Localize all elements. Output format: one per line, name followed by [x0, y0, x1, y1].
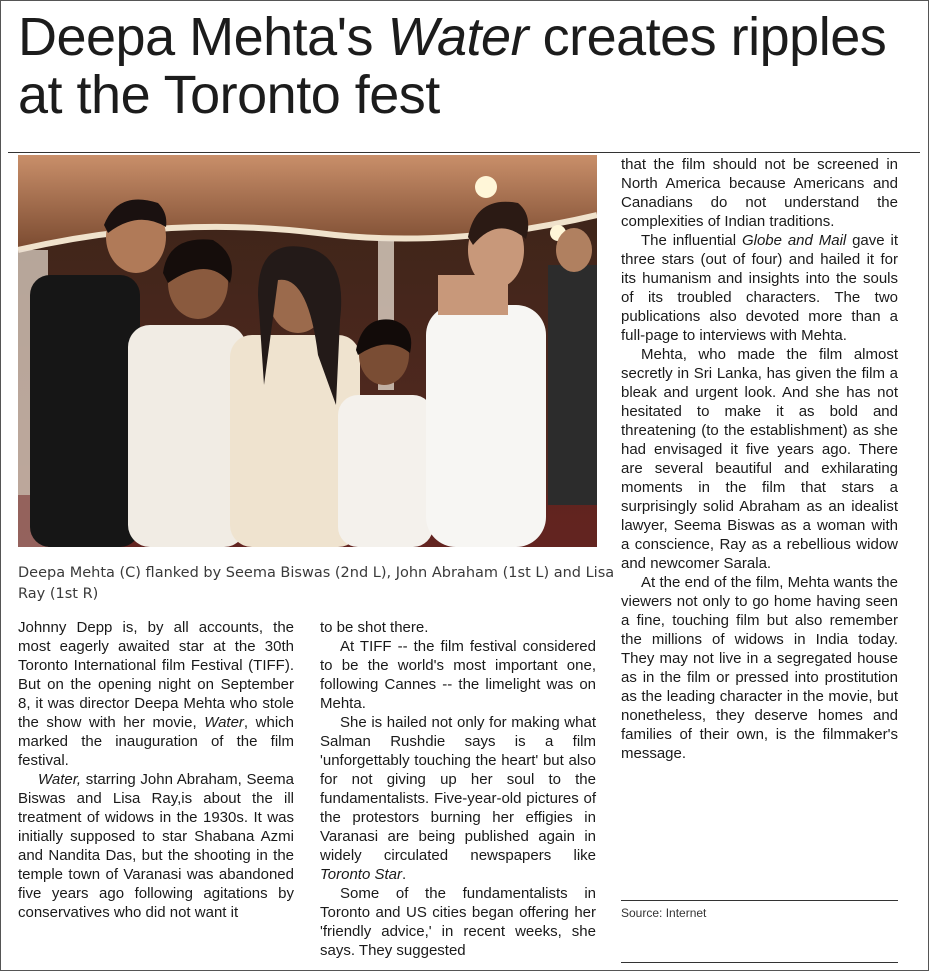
headline-title-italic: Water — [387, 7, 529, 67]
text-run: Johnny Depp is, by all accounts, the most eagerly awaited star at the 30th Toronto International film Festival (TIFF). But on the opening night on September 8, it was director Deepa Mehta who stole the show with her movie, — [18, 619, 294, 731]
text-run: . — [402, 866, 407, 883]
paragraph: Mehta, who made the film almost secretly in Sri Lanka, has given the film a bleak and urgent look. And she has not hesitated to make it as bold and threatening (to the establishment) as she had envisaged it five years ago. There are several beautiful and exhilarating moments in the film that stars a surprisingly solid Abraham as an idealist lawyer, Seema Biswas as a woman with a conscience, Ray as a rebellious widow and newcomer Sarala. — [621, 346, 898, 572]
italic-title: Water, — [38, 771, 82, 788]
text-run: The influential — [641, 232, 742, 249]
headline-rule — [8, 152, 920, 153]
photo-illustration — [18, 155, 597, 547]
text-run: She is hailed not only for making what Salman Rushdie says is a film 'unforgettably touching the heart' but also for not giving up her soul to the fundamentalists. Five-year-old pictures of the protestors burning her effigies in Varanasi are being published again in widely circulated newspapers like — [320, 714, 596, 864]
paragraph: At the end of the film, Mehta wants the viewers not only to go home having seen a fine, touching film but also remember the millions of widows in India today. They may not live in a segregated house as in the film or pressed into prostitution as the leading character in the movie, but nonetheless, they deserve homes and families of their own, is the filmmaker's message. — [621, 574, 898, 762]
headline-part1: Deepa Mehta's — [18, 7, 388, 67]
paragraph: to be shot there. — [320, 619, 429, 636]
paragraph — [18, 770, 294, 922]
source-credit: Source: Internet — [621, 906, 707, 920]
headline — [18, 8, 918, 124]
headline-part2: creates ripples at the Toronto fest — [18, 7, 887, 125]
italic-title: Toronto Star — [320, 866, 402, 883]
text-run: gave it three stars (out of four) and hailed it for its humanism and insights into the souls of its troubled characters. The two publications also devoted more than a full-page to interviews with Mehta. — [621, 232, 898, 344]
paragraph — [621, 231, 898, 345]
photo-caption: Deepa Mehta (C) flanked by Seema Biswas (2nd L), John Abraham (1st L) and Lisa Ray (1st R) — [18, 565, 615, 602]
article-photo — [18, 155, 597, 547]
paragraph — [18, 618, 294, 770]
italic-title: Globe and Mail — [741, 232, 847, 249]
italic-title: Water — [204, 714, 244, 731]
source-rule — [621, 900, 898, 901]
paragraph — [320, 713, 596, 884]
article-column-1 — [18, 618, 294, 922]
text-run: starring John Abraham, Seema Biswas and Lisa Ray,is about the ill treatment of widows in the 1930s. It was initially supposed to star Shabana Azmi and Nandita Das, but the shooting in the temple town of Varanasi was abandoned five years ago following agitations by conservatives who did not want it — [18, 771, 294, 921]
paragraph: that the film should not be screened in North America because Americans and Canadians do not understand the complexities of Indian traditions. — [621, 156, 898, 230]
article-column-3 — [621, 155, 898, 763]
text-run: , which marked the inauguration of the film festival. — [18, 714, 294, 769]
article-column-2 — [320, 618, 596, 960]
paragraph: At TIFF -- the film festival considered to be the world's most important one, following Cannes -- the limelight was on Mehta. — [320, 638, 596, 712]
paragraph: Some of the fundamentalists in Toronto and US cities began offering her 'friendly advice,' in recent weeks, she says. They suggested — [320, 885, 596, 959]
bottom-rule — [621, 962, 898, 963]
